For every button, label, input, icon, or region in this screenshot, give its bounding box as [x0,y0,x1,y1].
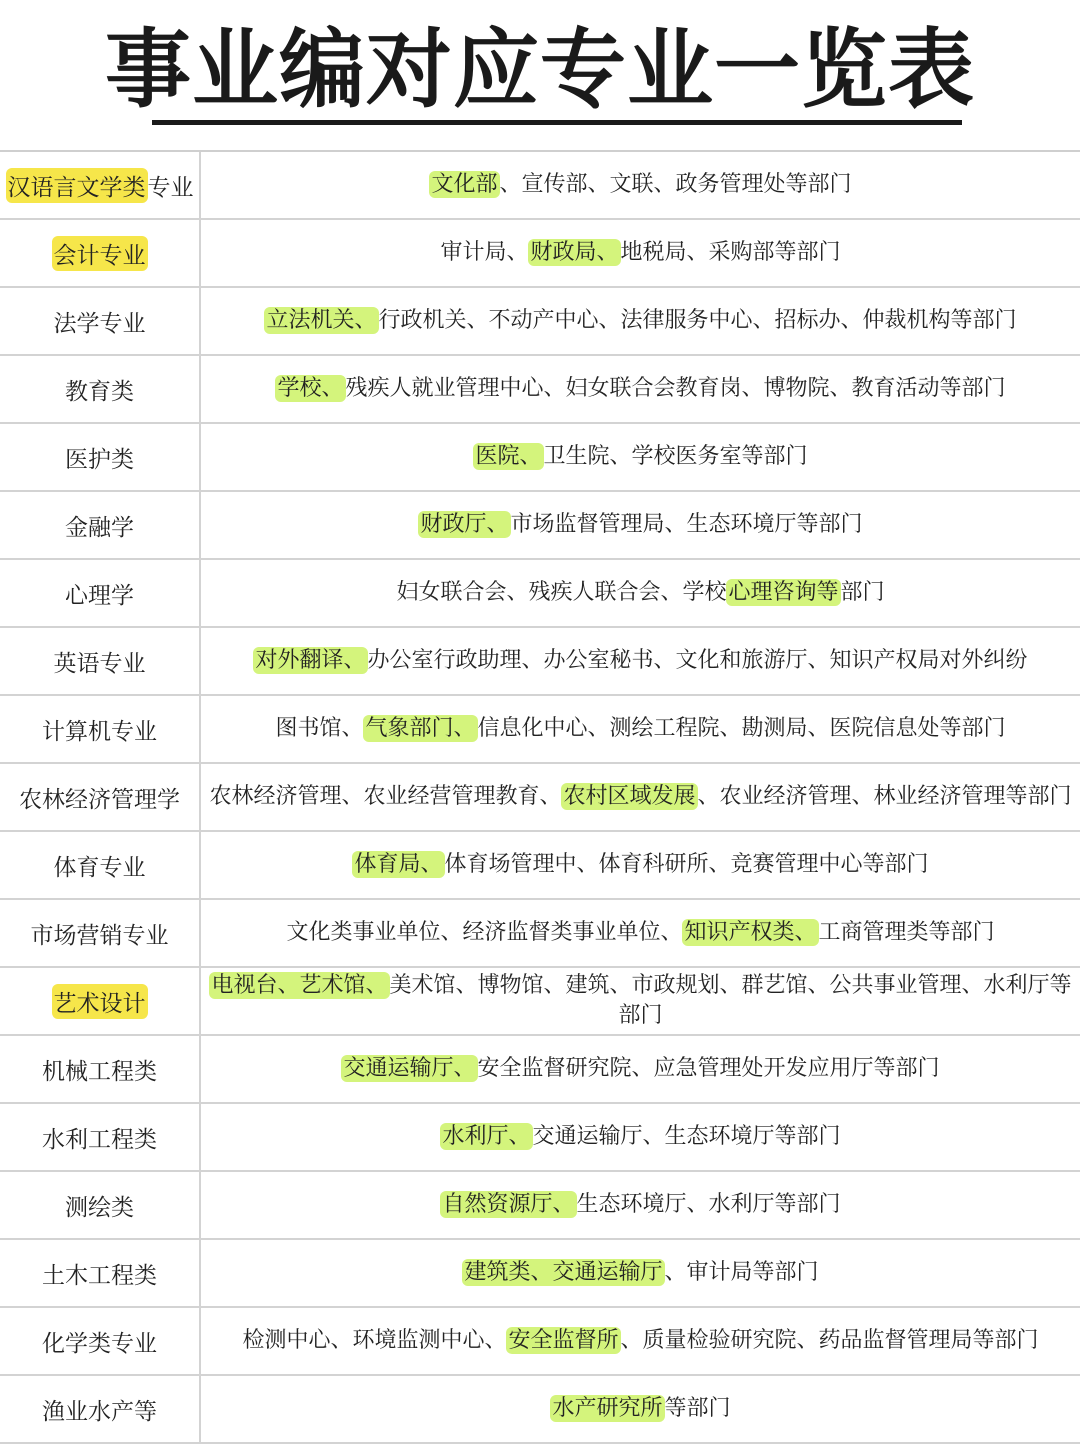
department-text: 医院、卫生院、学校医务室等部门 [475,444,808,469]
table-row [0,1104,1080,1172]
major-cell: 农林经济管理学 [0,764,201,830]
department-text: 文化部、宣传部、文联、政务管理处等部门 [431,172,852,197]
department-cell [201,1104,1080,1170]
major-cell [0,220,201,286]
highlight-mark: 财政厅、 [420,512,509,537]
highlight-mark: 农村区域发展 [563,784,696,809]
department-cell [201,900,1080,966]
department-cell [201,628,1080,694]
department-cell [201,1376,1080,1442]
table-row [0,1172,1080,1240]
department-text: 电视台、艺术馆、美术馆、博物馆、建筑、市政规划、群艺馆、公共事业管理、水利厅等部门 [211,973,1072,1028]
table-row [0,900,1080,968]
table-row [0,1036,1080,1104]
department-cell [201,1240,1080,1306]
table-row [0,764,1080,832]
page-title: 事业编对应专业一览表 [105,20,975,120]
department-text: 检测中心、环境监测中心、安全监督所、质量检验研究院、药品监督管理局等部门 [242,1328,1039,1353]
department-cell [201,1308,1080,1374]
department-text: 自然资源厅、生态环境厅、水利厅等部门 [442,1192,841,1217]
highlight-mark: 心理咨询等 [728,580,839,605]
major-cell: 渔业水产等 [0,1376,201,1442]
major-cell: 水利工程类 [0,1104,201,1170]
department-cell [201,220,1080,286]
highlight-mark: 建筑类、交通运输厅 [464,1260,663,1285]
majors-table [0,150,1080,1444]
major-cell: 教育类 [0,356,201,422]
department-text: 学校、残疾人就业管理中心、妇女联合会教育岗、博物院、教育活动等部门 [277,376,1006,401]
department-text: 妇女联合会、残疾人联合会、学校心理咨询等部门 [396,580,885,605]
table-row [0,628,1080,696]
major-cell: 机械工程类 [0,1036,201,1102]
highlight-mark: 文化部 [431,172,498,197]
major-cell: 汉语言文学类 专业 [0,152,201,218]
highlight-mark: 医院、 [475,444,542,469]
highlight-mark: 对外翻译、 [255,648,366,673]
highlight-mark: 自然资源厅、 [442,1192,575,1217]
department-text: 农林经济管理、农业经营管理教育、农村区域发展、农业经济管理、林业经济管理等部门 [209,784,1072,809]
department-text: 体育局、体育场管理中、体育科研所、竞赛管理中心等部门 [354,852,929,877]
table-row [0,152,1080,220]
highlight-mark: 交通运输厅、 [343,1056,476,1081]
department-text: 财政厅、市场监督管理局、生态环境厅等部门 [420,512,863,537]
highlight-mark: 电视台、艺术馆、 [211,973,388,998]
highlight-mark: 立法机关、 [266,308,377,333]
department-text: 交通运输厅、安全监督研究院、应急管理处开发应用厅等部门 [343,1056,940,1081]
department-cell [201,356,1080,422]
department-cell [201,560,1080,626]
department-cell [201,696,1080,762]
department-text: 图书馆、气象部门、信息化中心、测绘工程院、勘测局、医院信息处等部门 [275,716,1006,741]
highlight-mark: 知识产权类、 [684,920,817,945]
highlight-mark: 艺术设计 [52,984,148,1019]
table-row [0,288,1080,356]
highlight-mark: 会计专业 [52,236,148,271]
department-text: 审计局、财政局、地税局、采购部等部门 [440,240,841,265]
department-text: 立法机关、行政机关、不动产中心、法律服务中心、招标办、仲裁机构等部门 [266,308,1017,333]
department-cell [201,764,1080,830]
department-cell [201,1172,1080,1238]
highlight-mark: 水产研究所 [552,1396,663,1421]
highlight-mark: 体育局、 [354,852,443,877]
title-underline [152,120,962,125]
table-row [0,1240,1080,1308]
department-cell [201,492,1080,558]
major-cell: 计算机专业 [0,696,201,762]
major-cell: 体育专业 [0,832,201,898]
department-text: 水产研究所等部门 [552,1396,731,1421]
department-cell [201,968,1080,1034]
major-cell: 医护类 [0,424,201,490]
table-row [0,492,1080,560]
highlight-mark: 学校、 [277,376,344,401]
table-row [0,220,1080,288]
major-cell: 法学专业 [0,288,201,354]
department-cell [201,832,1080,898]
major-cell: 英语专业 [0,628,201,694]
department-cell [201,424,1080,490]
department-text: 文化类事业单位、经济监督类事业单位、知识产权类、工商管理类等部门 [286,920,995,945]
department-text: 水利厅、交通运输厅、生态环境厅等部门 [442,1124,841,1149]
table-row [0,696,1080,764]
highlight-mark: 财政局、 [530,240,619,265]
major-cell: 土木工程类 [0,1240,201,1306]
table-row [0,832,1080,900]
table-row [0,968,1080,1036]
major-cell: 测绘类 [0,1172,201,1238]
major-cell: 化学类专业 [0,1308,201,1374]
highlight-mark: 水利厅、 [442,1124,531,1149]
highlight-mark: 气象部门、 [365,716,476,741]
table-row [0,1376,1080,1444]
major-cell: 心理学 [0,560,201,626]
major-cell [0,968,201,1034]
table-row [0,1308,1080,1376]
department-text: 对外翻译、办公室行政助理、办公室秘书、文化和旅游厅、知识产权局对外纠纷 [255,648,1028,673]
major-cell: 金融学 [0,492,201,558]
highlight-mark: 安全监督所 [508,1328,619,1353]
department-cell [201,152,1080,218]
table-row [0,356,1080,424]
highlight-mark: 汉语言文学类 [6,168,148,203]
department-cell [201,288,1080,354]
department-cell [201,1036,1080,1102]
table-row [0,560,1080,628]
table-row [0,424,1080,492]
major-cell: 市场营销专业 [0,900,201,966]
department-text: 建筑类、交通运输厅、审计局等部门 [464,1260,819,1285]
